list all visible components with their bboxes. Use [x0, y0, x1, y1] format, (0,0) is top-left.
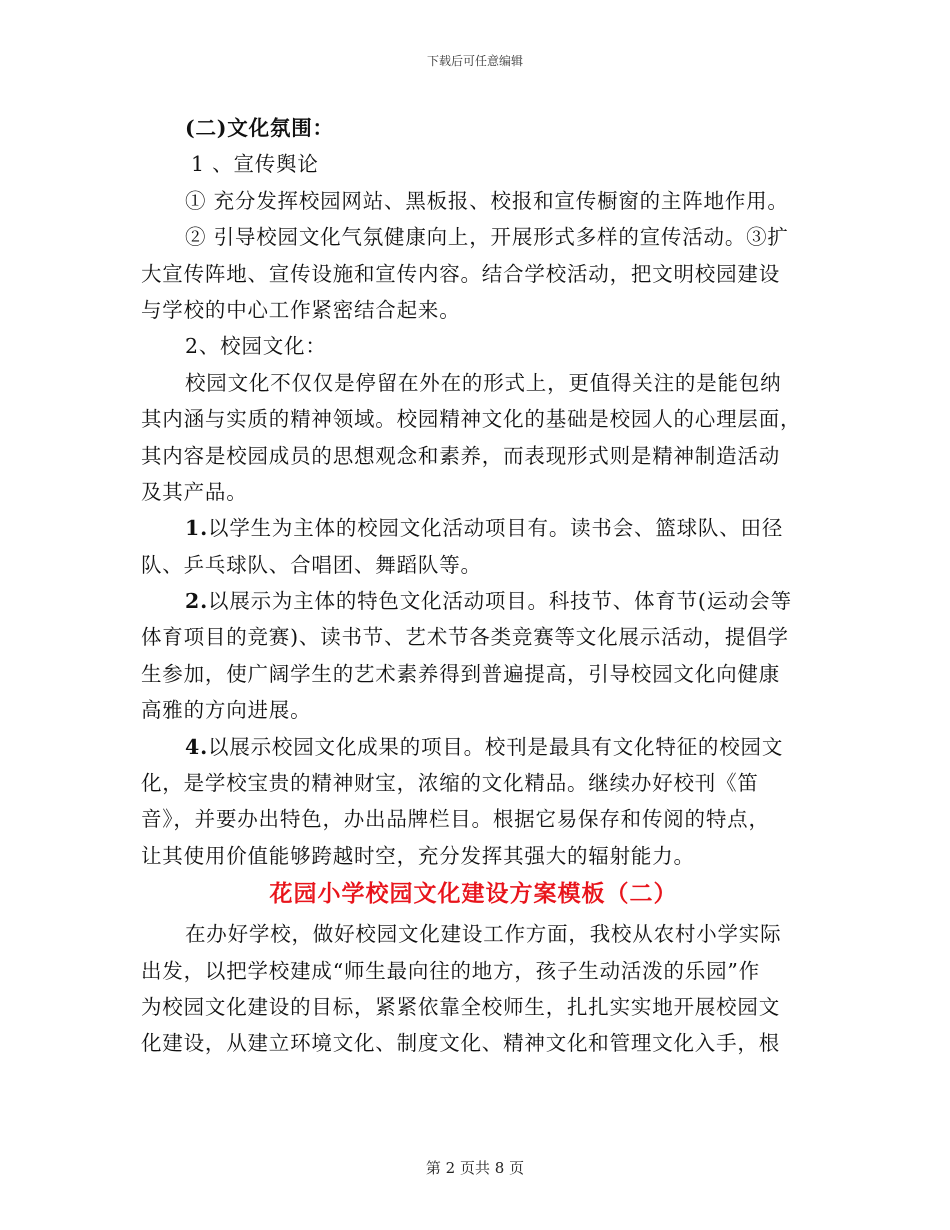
- list-number: 2.: [185, 589, 209, 614]
- paragraph-line: 及其产品。: [141, 479, 248, 504]
- paragraph-line: 其内容是校园成员的思想观念和素养，而表现形式则是精神制造活动: [141, 443, 780, 468]
- paragraph-line: ② 引导校园文化气氛健康向上，开展形式多样的宣传活动。③扩: [185, 225, 789, 250]
- document-body: [141, 110, 806, 1062]
- item-title-2: 2、校园文化：: [185, 334, 327, 359]
- list-number: 4.: [185, 734, 209, 759]
- list-item-line: [141, 583, 806, 619]
- list-text: 以展示为主体的特色文化活动项目。科技节、体育节(运动会等: [208, 589, 792, 614]
- paragraph-line: 在办好学校，做好校园文化建设工作方面，我校从农村小学实际: [185, 922, 782, 947]
- section-heading: (二)文化氛围：: [185, 116, 334, 140]
- paragraph-line: 校园文化不仅仅是停留在外在的形式上，更值得关注的是能包纳: [185, 370, 782, 395]
- paragraph-line: 其内涵与实质的精神领域。校园精神文化的基础是校园人的心理层面，: [141, 407, 802, 432]
- list-item-line: [141, 729, 806, 765]
- list-item-line: 音》，并要办出特色，办出品牌栏目。根据它易保存和传阅的特点，: [141, 807, 770, 832]
- paragraph-line: 为校园文化建设的目标，紧紧依靠全校师生，扎扎实实地开展校园文: [141, 994, 780, 1019]
- list-item-line: 化，是学校宝贵的精神财宝，浓缩的文化精品。继续办好校刊《笛: [141, 771, 759, 796]
- page-header: 下载后可任意编辑: [426, 54, 523, 68]
- paragraph-line: 大宣传阵地、宣传设施和宣传内容。结合学校活动，把文明校园建设: [141, 261, 780, 286]
- item-title-1: 1 、宣传舆论: [191, 152, 319, 177]
- list-item-line: [141, 510, 806, 546]
- document-title: 花园小学校园文化建设方案模板（二）: [269, 880, 678, 908]
- list-item-line: 高雅的方向进展。: [141, 698, 312, 723]
- paragraph-line: 出发，以把学校建成“师生最向往的地方，孩子生动活泼的乐园”作: [141, 958, 760, 983]
- list-item-line: 队、乒乓球队、合唱团、舞蹈队等。: [141, 552, 482, 577]
- list-item-line: 让其使用价值能够跨越时空，充分发挥其强大的辐射能力。: [141, 843, 695, 868]
- list-text: 以展示校园文化成果的项目。校刊是最具有文化特征的校园文: [208, 734, 784, 759]
- list-item-line: 生参加，使广阔学生的艺术素养得到普遍提高，引导校园文化向健康: [141, 661, 780, 686]
- list-item-line: 体育项目的竞赛)、读书节、艺术节各类竞赛等文化展示活动，提倡学: [141, 625, 789, 650]
- paragraph-line: 化建设，从建立环境文化、制度文化、精神文化和管理文化入手，根: [141, 1031, 780, 1056]
- list-number: 1.: [185, 516, 209, 541]
- paragraph-line: 与学校的中心工作紧密结合起来。: [141, 297, 461, 322]
- page-footer: 第 2 页共 8 页: [425, 1159, 525, 1177]
- paragraph-line: ① 充分发挥校园网站、黑板报、校报和宣传橱窗的主阵地作用。: [185, 188, 789, 213]
- list-text: 以学生为主体的校园文化活动项目有。读书会、篮球队、田径: [208, 516, 784, 541]
